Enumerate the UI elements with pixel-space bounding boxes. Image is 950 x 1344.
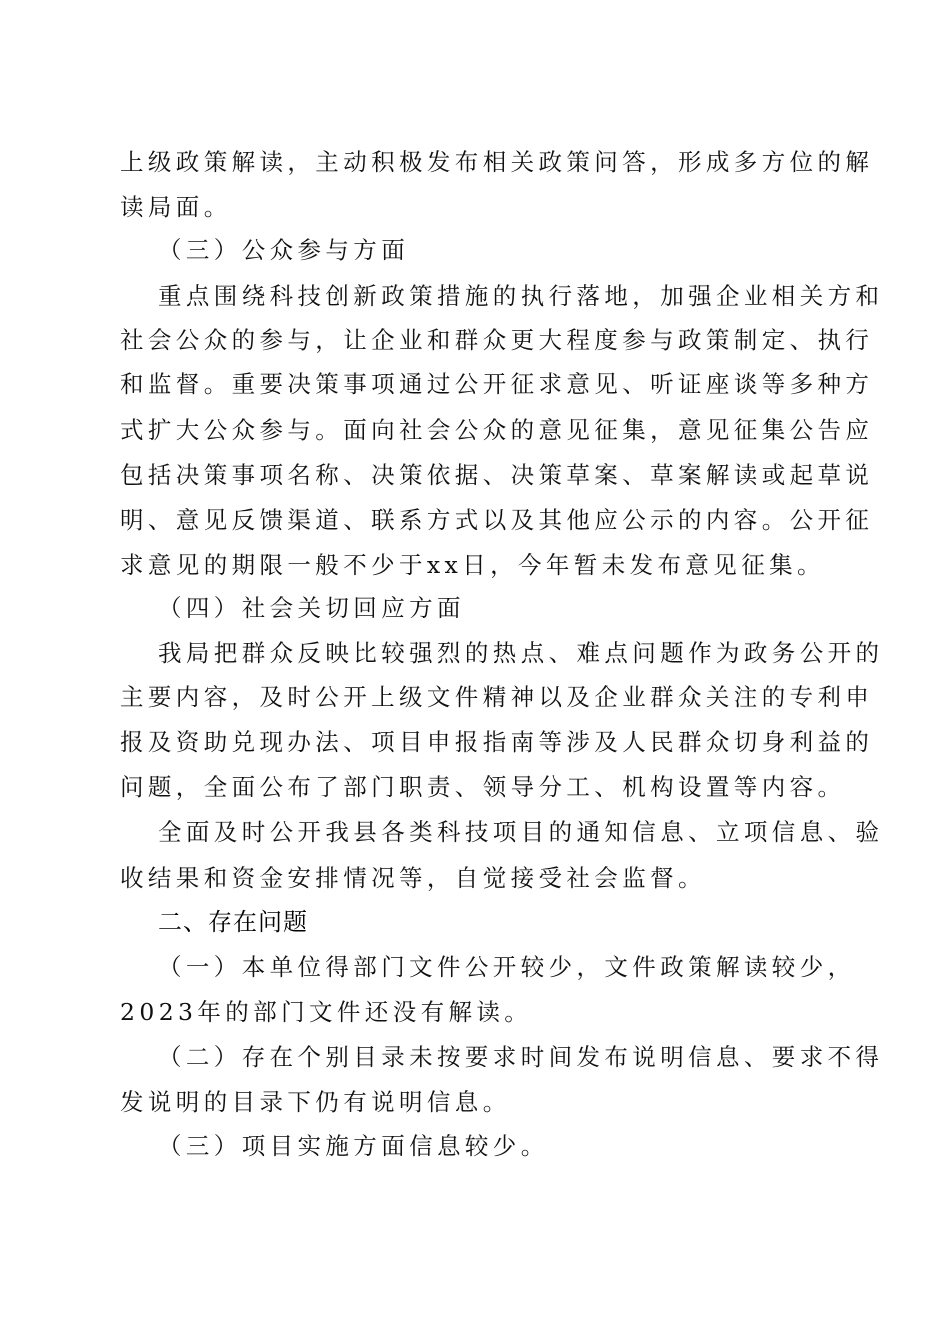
body-text-line: 求意见的期限一般不少于xx日，今年暂未发布意见征集。 [120,551,825,579]
section-heading-social-concerns: （四）社会关切回应方面 [158,594,465,622]
body-text-line: 包括决策事项名称、决策依据、决策草案、草案解读或起草说 [120,461,874,489]
body-text-line: 上级政策解读，主动积极发布相关政策问答，形成多方位的解 [120,148,874,176]
section-heading-public-participation: （三）公众参与方面 [158,236,410,264]
body-text-line: 读局面。 [120,193,232,221]
body-text-line: 发说明的目录下仍有说明信息。 [120,1088,511,1116]
body-text-line: 问题，全面公布了部门职责、领导分工、机构设置等内容。 [120,773,846,801]
body-text-line: 社会公众的参与，让企业和群众更大程度参与政策制定、执行 [120,326,874,354]
body-text-line: 式扩大公众参与。面向社会公众的意见征集，意见征集公告应 [120,416,874,444]
body-text-line: 重点围绕科技创新政策措施的执行落地，加强企业相关方和 [158,282,884,310]
problem-item-2: （二）存在个别目录未按要求时间发布说明信息、要求不得 [158,1043,884,1071]
body-text-line: 和监督。重要决策事项通过公开征求意见、听证座谈等多种方 [120,370,874,398]
part-heading-existing-problems: 二、存在问题 [158,908,308,936]
body-text-line: 2023年的部门文件还没有解读。 [120,998,533,1026]
body-text-line: 我局把群众反映比较强烈的热点、难点问题作为政务公开的 [158,639,884,667]
problem-item-1: （一）本单位得部门文件公开较少，文件政策解读较少， [158,953,856,981]
body-text-line: 明、意见反馈渠道、联系方式以及其他应公示的内容。公开征 [120,506,874,534]
body-text-line: 主要内容，及时公开上级文件精神以及企业群众关注的专利申 [120,683,874,711]
body-text-line: 全面及时公开我县各类科技项目的通知信息、立项信息、验 [158,818,884,846]
body-text-line: 收结果和资金安排情况等，自觉接受社会监督。 [120,864,706,892]
body-text-line: 报及资助兑现办法、项目申报指南等涉及人民群众切身利益的 [120,728,874,756]
problem-item-3: （三）项目实施方面信息较少。 [158,1132,549,1160]
